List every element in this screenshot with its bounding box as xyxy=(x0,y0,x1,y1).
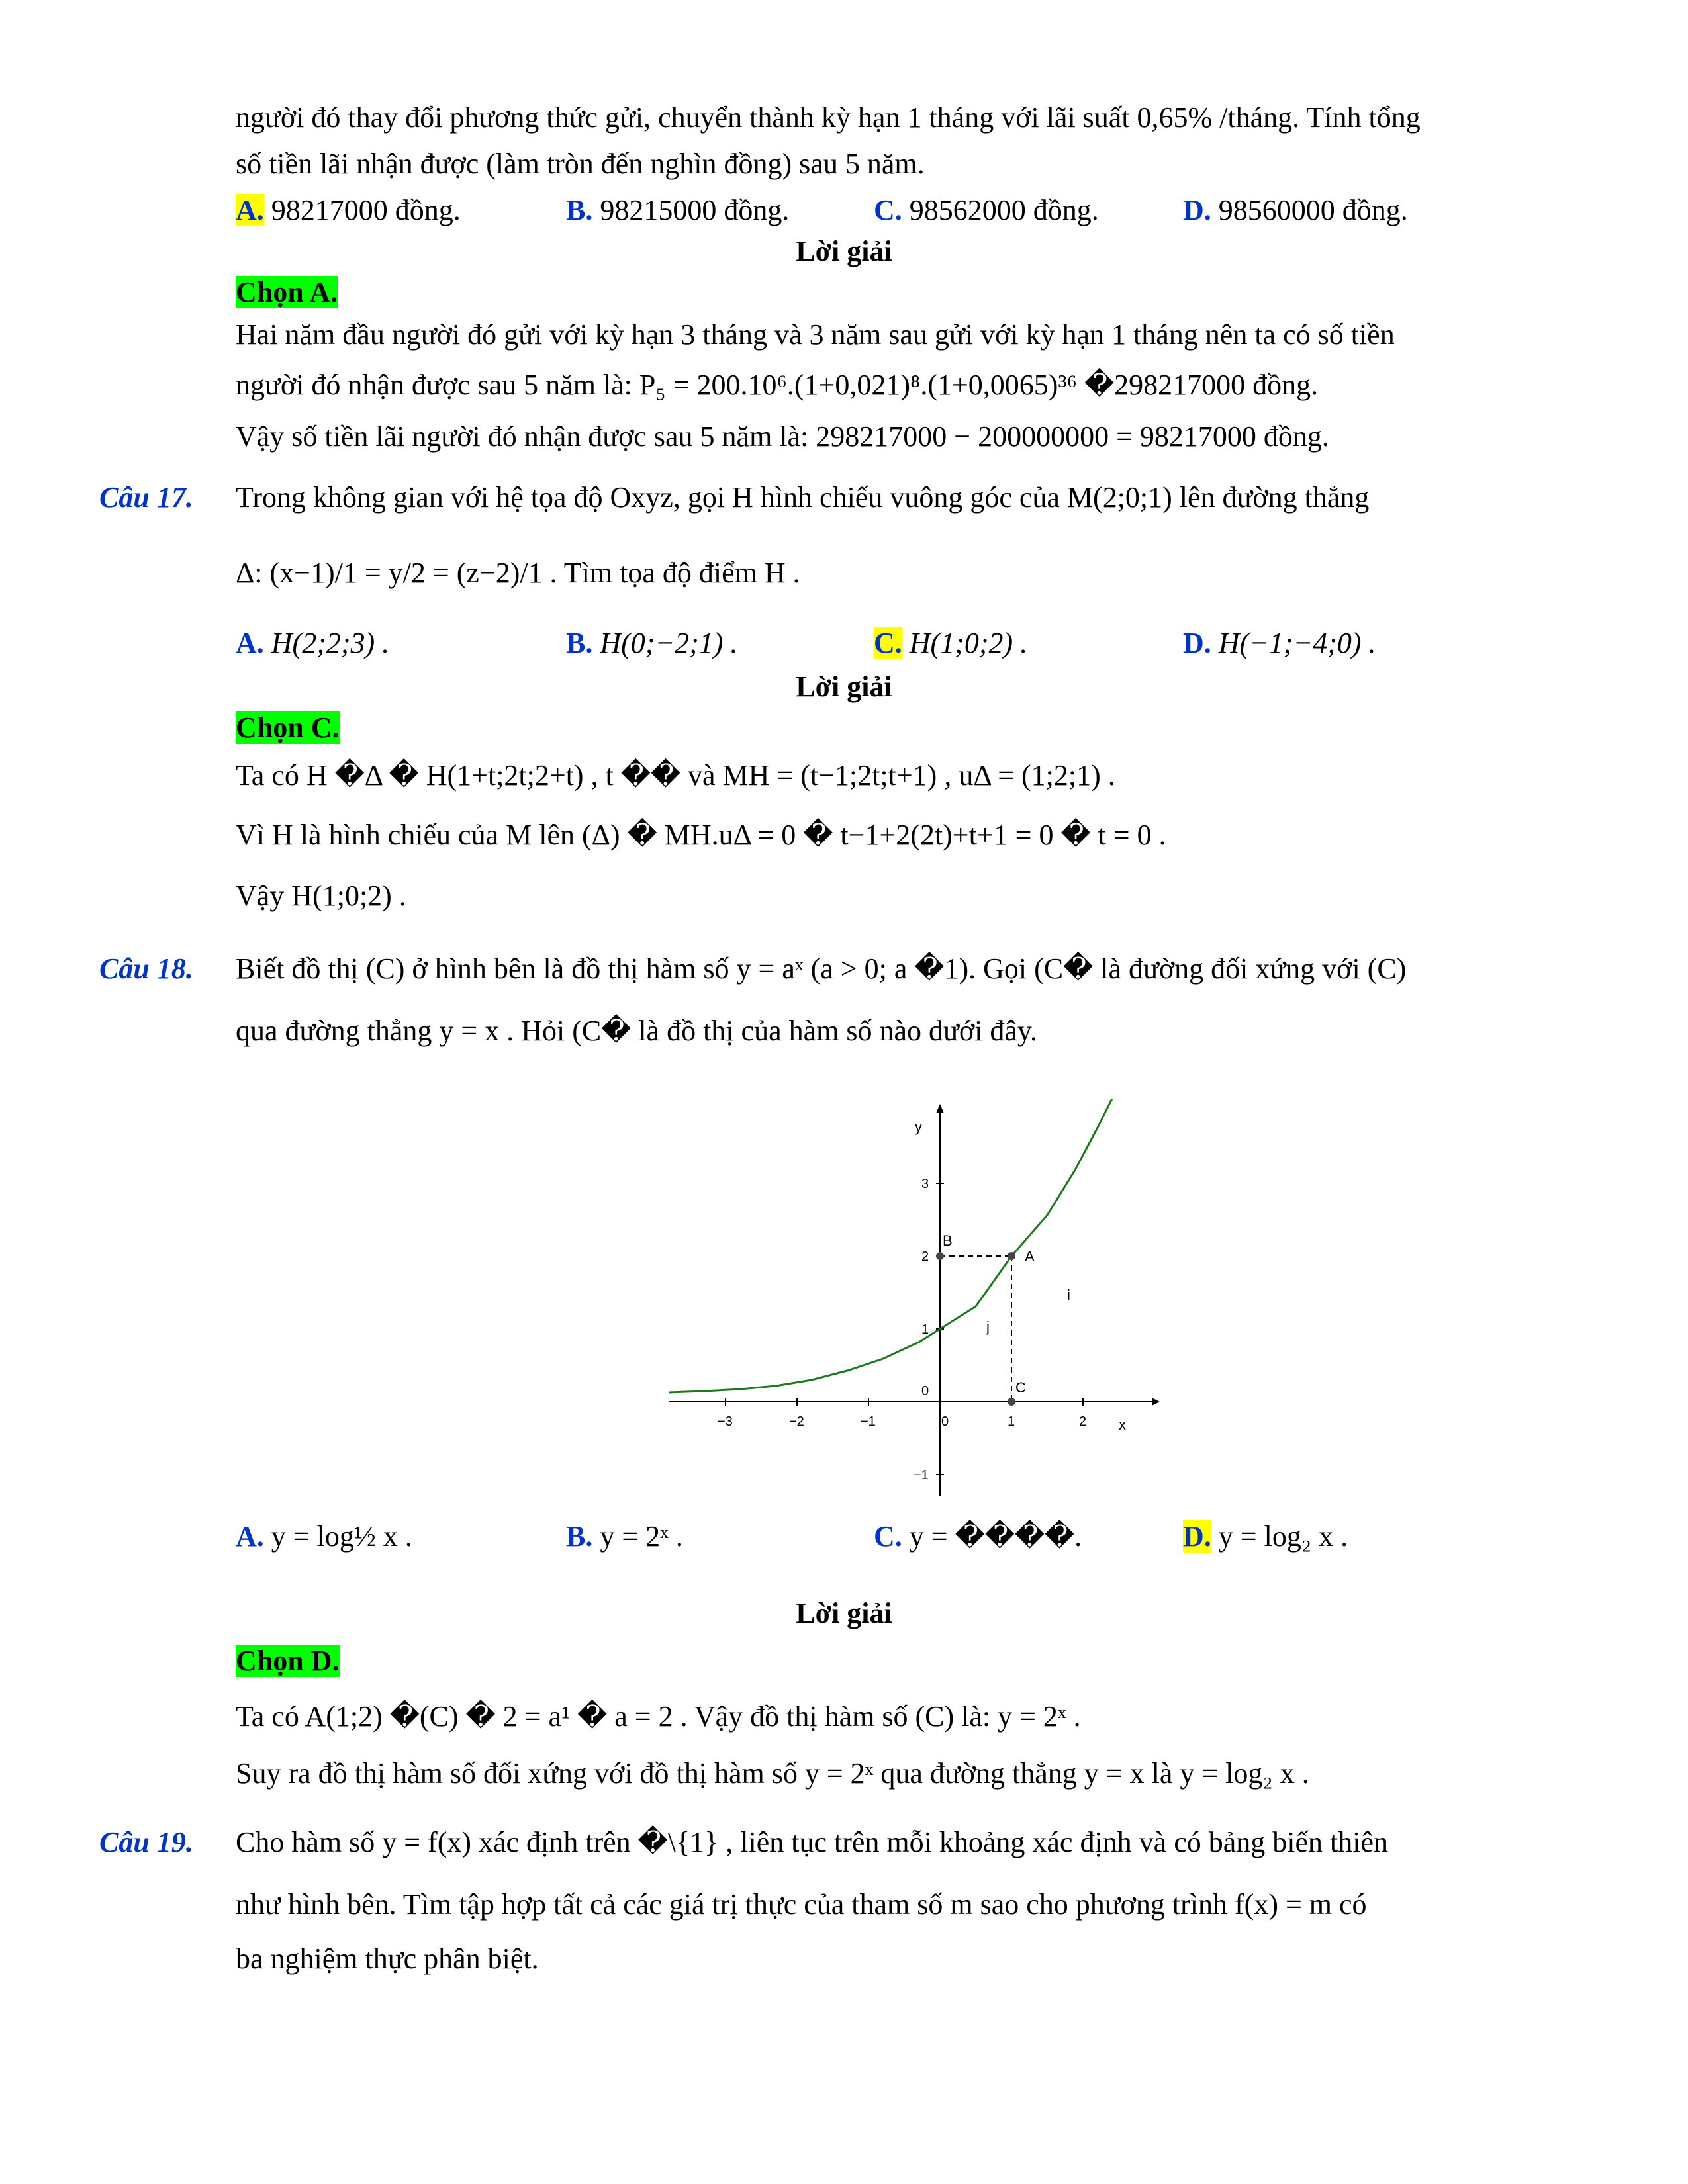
q17-chosen-answer: Chọn C. xyxy=(236,711,340,744)
q16-chosen-answer: Chọn A. xyxy=(236,276,338,308)
x-tick-label: 2 xyxy=(1079,1414,1087,1429)
q16-option-c: C. 98562000 đồng. xyxy=(874,194,1099,226)
point-a-label: A xyxy=(1025,1248,1035,1265)
q16-solution-line-2: người đó nhận được sau 5 năm là: P₅ = 200.10⁶.(1+0,021)⁸.(1+0,0065)³⁶ �298217000 đồng. xyxy=(236,369,1319,401)
q18-number: Câu 18. xyxy=(99,952,193,985)
q18-option-a: A. y = log½ x . xyxy=(236,1520,412,1553)
q17-line-1: Trong không gian với hệ tọa độ Oxyz, gọi H hình chiếu vuông góc của M(2;0;1) lên đường thẳng xyxy=(236,481,1370,514)
y-axis-label: y xyxy=(915,1118,922,1135)
q18-line-1: Biết đồ thị (C) ở hình bên là đồ thị hàm số y = aˣ (a > 0; a �1). Gọi (C� là đường đối xứng với (C) xyxy=(236,952,1407,985)
y-tick-label: −1 xyxy=(914,1468,929,1482)
q17-solution-title: Lời giải xyxy=(796,670,892,703)
y-axis-arrow xyxy=(936,1104,944,1113)
q18-chosen-answer: Chọn D. xyxy=(236,1645,340,1677)
exponential-curve xyxy=(669,1099,1112,1392)
curve-label-i: i xyxy=(1067,1287,1070,1303)
x-tick-label: −2 xyxy=(789,1414,804,1429)
q19-line-2: như hình bên. Tìm tập hợp tất cả các giá trị thực của tham số m sao cho phương trình f(x) = m có xyxy=(236,1888,1367,1921)
point-c xyxy=(1008,1398,1015,1406)
q17-option-d: D. H(−1;−4;0) . xyxy=(1183,627,1376,659)
q18-option-d: D. y = log₂ x . xyxy=(1183,1520,1348,1553)
q16-solution-title: Lời giải xyxy=(796,235,892,267)
q16-option-b: B. 98215000 đồng. xyxy=(566,194,790,226)
x-tick-label: 0 xyxy=(941,1414,949,1429)
q16-solution-line-1: Hai năm đầu người đó gửi với kỳ hạn 3 tháng và 3 năm sau gửi với kỳ hạn 1 tháng nên ta có số tiền xyxy=(236,318,1395,351)
q18-solution-title: Lời giải xyxy=(796,1597,892,1629)
intro-line-2: số tiền lãi nhận được (làm tròn đến nghìn đồng) sau 5 năm. xyxy=(236,148,925,180)
q16-solution-line-3: Vậy số tiền lãi người đó nhận được sau 5 năm là: 298217000 − 200000000 = 98217000 đồng. xyxy=(236,420,1329,453)
q18-line-2: qua đường thẳng y = x . Hỏi (C� là đồ thị của hàm số nào dưới đây. xyxy=(236,1015,1038,1047)
q17-option-c: C. H(1;0;2) . xyxy=(874,627,1028,659)
y-tick-label: 3 xyxy=(921,1177,929,1191)
point-b xyxy=(936,1252,944,1260)
q19-line-1: Cho hàm số y = f(x) xác định trên �\{1} , liên tục trên mỗi khoảng xác định và có bảng biến thiên xyxy=(236,1826,1388,1858)
x-tick-label: −1 xyxy=(861,1414,876,1429)
x-axis-arrow xyxy=(1152,1398,1160,1406)
q16-option-a: A. 98217000 đồng. xyxy=(236,194,461,226)
q17-option-a: A. H(2;2;3) . xyxy=(236,627,390,659)
q16-option-d: D. 98560000 đồng. xyxy=(1183,194,1408,226)
y-tick-label: 1 xyxy=(921,1322,929,1337)
y-tick-label: 0 xyxy=(921,1384,929,1398)
q17-option-b: B. H(0;−2;1) . xyxy=(566,627,738,659)
q18-option-b: B. y = 2ˣ . xyxy=(566,1520,683,1553)
q18-solution-line-2: Suy ra đồ thị hàm số đối xứng với đồ thị hàm số y = 2ˣ qua đường thẳng y = x là y = log₂ x . xyxy=(236,1757,1309,1790)
exponential-graph xyxy=(662,1099,1165,1509)
x-tick-label: −3 xyxy=(718,1414,733,1429)
q19-number: Câu 19. xyxy=(99,1826,193,1858)
q18-option-c: C. y = ����. xyxy=(874,1520,1082,1553)
q17-line-2: Δ: (x−1)/1 = y/2 = (z−2)/1 . Tìm tọa độ điểm H . xyxy=(236,557,800,589)
q17-number: Câu 17. xyxy=(99,481,193,514)
intro-line-1: người đó thay đổi phương thức gửi, chuyển thành kỳ hạn 1 tháng với lãi suất 0,65% /tháng. Tính tổng xyxy=(236,101,1421,134)
point-b-label: B xyxy=(943,1232,953,1249)
point-a xyxy=(1008,1252,1015,1260)
q17-solution-line-2: Vì H là hình chiếu của M lên (Δ) � MH.uΔ = 0 � t−1+2(2t)+t+1 = 0 � t = 0 . xyxy=(236,819,1166,851)
q19-line-3: ba nghiệm thực phân biệt. xyxy=(236,1942,539,1975)
x-tick-label: 1 xyxy=(1008,1414,1015,1429)
q17-solution-line-1: Ta có H �Δ � H(1+t;2t;2+t) , t �� và MH = (t−1;2t;t+1) , uΔ = (1;2;1) . xyxy=(236,759,1115,792)
point-c-label: C xyxy=(1015,1379,1026,1396)
q17-solution-line-3: Vậy H(1;0;2) . xyxy=(236,880,406,912)
y-tick-label: 2 xyxy=(921,1250,929,1264)
q18-solution-line-1: Ta có A(1;2) �(C) � 2 = a¹ � a = 2 . Vậy đồ thị hàm số (C) là: y = 2ˣ . xyxy=(236,1700,1081,1733)
segment-label-j: j xyxy=(986,1318,990,1335)
x-axis-label: x xyxy=(1119,1416,1126,1433)
